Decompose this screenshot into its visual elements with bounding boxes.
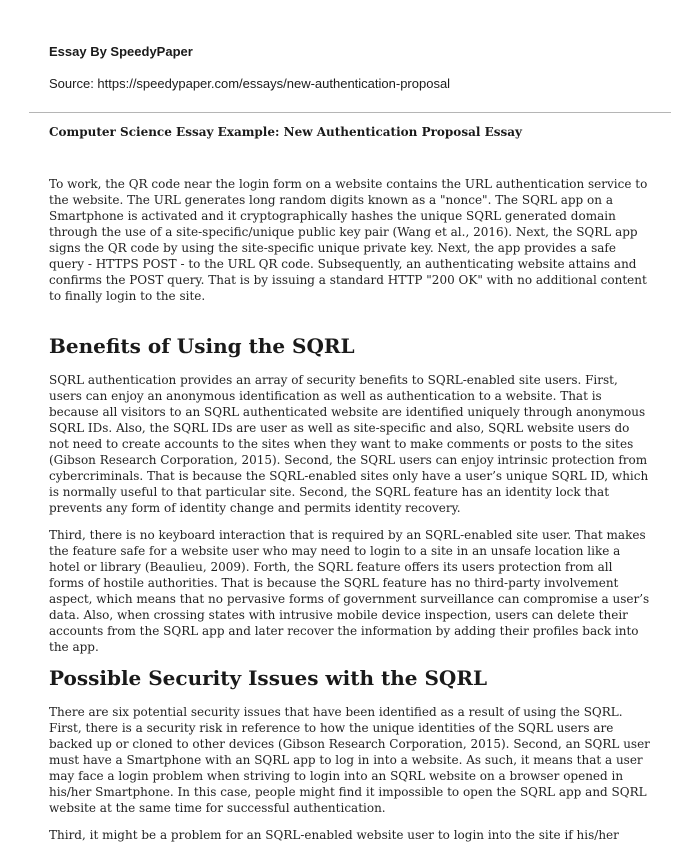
section-heading-security-issues: Possible Security Issues with the SQRL [49, 666, 488, 690]
header-divider [29, 112, 671, 113]
intro-paragraph: To work, the QR code near the login form on a website contains the URL authentication service to the website. The URL generates long random digits known as a "nonce". The SQRL app on a Smartphone is activated and it cryptographically hashes the unique SQRL generated domain through the use of a site-specific/unique public key pair (Wang et al., 2016). Next, the SQRL app signs the QR code by using the site-specific unique private key. Next, the app provides a safe query - HTTPS POST - to the URL QR code. Subsequently, an authenticating website attains and confirms the POST query. That is by issuing a standard HTTP "200 OK" with no additional content to finally login to the site. [49, 177, 648, 303]
source-line: Source: https://speedypaper.com/essays/new-authentication-proposal [49, 76, 451, 91]
paragraph: Third, it might be a problem for an SQRL-enabled website user to login into the site if his/her [49, 828, 619, 842]
paragraph: There are six potential security issues that have been identified as a result of using the SQRL. First, there is a security risk in reference to how the unique identities of the SQRL users are backed up or cloned to other devices (Gibson Research Corporation, 2015). Second, an SQRL user must have a Smartphone with an SQRL app to log in into a website. As such, it means that a user may face a login problem when striving to login into an SQRL website on a browser opened in his/her Smartphone. In this case, people might find it impossible to open the SQRL app and SQRL website at the same time for successful authentication. [49, 705, 650, 815]
brand-title: Essay By SpeedyPaper [49, 44, 193, 59]
section-heading-benefits: Benefits of Using the SQRL [49, 334, 355, 358]
essay-title: Computer Science Essay Example: New Authentication Proposal Essay [49, 125, 522, 139]
paragraph: Third, there is no keyboard interaction that is required by an SQRL-enabled site user. That makes the feature safe for a website user who may need to login to a site in an unsafe location like a hotel or library (Beaulieu, 2009). Forth, the SQRL feature offers its users protection from all forms of hostile authorities. That is because the SQRL feature has no third-party involvement aspect, which means that no pervasive forms of government surveillance can compromise a user’s data. Also, when crossing states with intrusive mobile device inspection, users can delete their accounts from the SQRL app and later recover the information by adding their profiles back into the app. [49, 528, 650, 654]
paragraph: SQRL authentication provides an array of security benefits to SQRL-enabled site users. First, users can enjoy an anonymous identification as well as authentication to a website. That is because all visitors to an SQRL authenticated website are identified uniquely through anonymous SQRL IDs. Also, the SQRL IDs are user as well as site-specific and also, SQRL website users do not need to create accounts to the sites when they want to make comments or posts to the sites (Gibson Research Corporation, 2015). Second, the SQRL users can enjoy intrinsic protection from cybercriminals. That is because the SQRL-enabled sites only have a user’s unique SQRL ID, which is normally useful to that particular site. Second, the SQRL feature has an identity lock that prevents any form of identity change and permits identity recovery. [49, 373, 649, 515]
